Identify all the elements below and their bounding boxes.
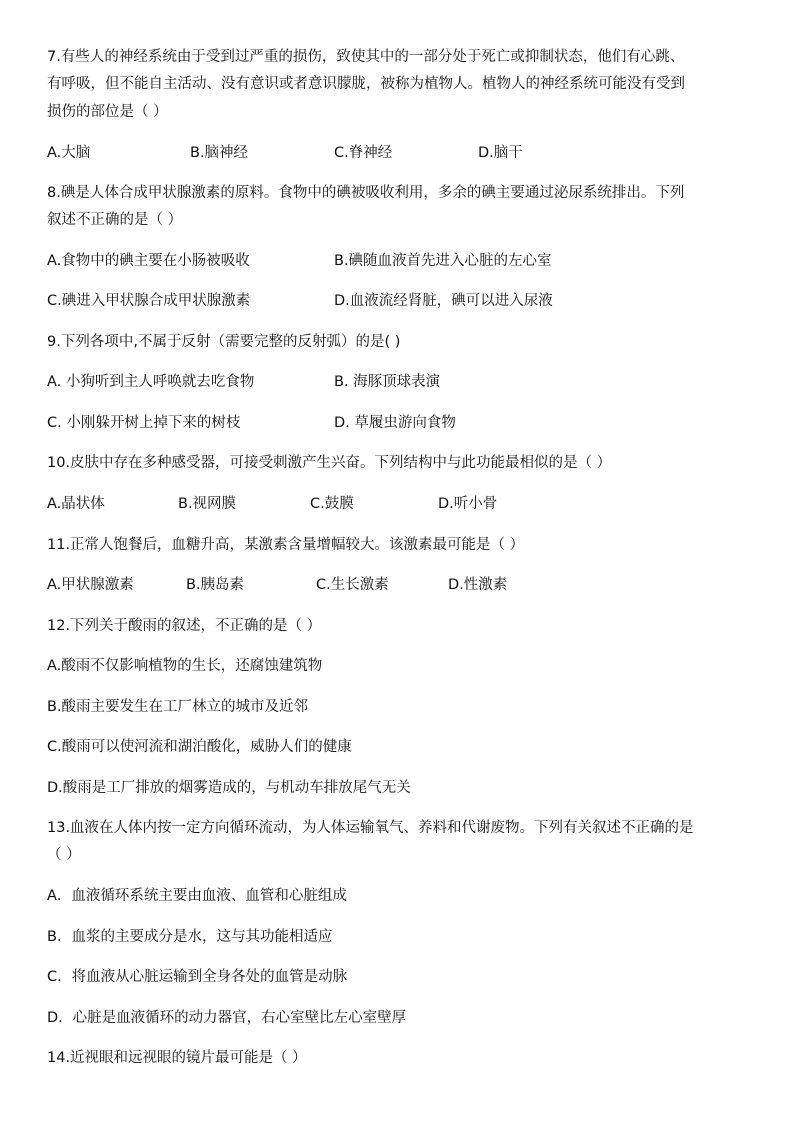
q9-option-b: B. 海豚顶球表演 — [334, 374, 441, 390]
q13-stem-line-2: （ ） — [47, 847, 81, 863]
q14-stem-line-1: 14.近视眼和远视眼的镜片最可能是（ ） — [47, 1050, 307, 1066]
q10-option-d: D.听小骨 — [438, 496, 498, 512]
q12-option-b: B.酸雨主要发生在工厂林立的城市及近邻 — [47, 699, 309, 715]
q13-option-b: B．血浆的主要成分是水，这与其功能相适应 — [47, 929, 333, 945]
q11-option-a: A.甲状腺激素 — [47, 577, 134, 593]
q12-option-a: A.酸雨不仅影响植物的生长，还腐蚀建筑物 — [47, 658, 323, 674]
q7-option-c: C.脊神经 — [334, 145, 393, 161]
q7-stem-line-3: 损伤的部位是（ ） — [47, 104, 168, 120]
q11-option-d: D.性激素 — [448, 577, 508, 593]
q7-stem-line-1: 7.有些人的神经系统由于受到过严重的损伤，致使其中的一部分处于死亡或抑制状态，他们有心跳、 — [47, 49, 685, 65]
q12-stem-line-1: 12.下列关于酸雨的叙述，不正确的是（ ） — [47, 618, 322, 634]
q8-stem-line-1: 8.碘是人体合成甲状腺激素的原料。食物中的碘被吸收利用，多余的碘主要通过泌尿系统排出。下列 — [47, 185, 685, 201]
q9-option-d: D. 草履虫游向食物 — [334, 415, 456, 431]
q13-option-d: D．心脏是血液循环的动力器官，右心室壁比左心室壁厚 — [47, 1010, 407, 1026]
q7-stem-line-2: 有呼吸，但不能自主活动、没有意识或者意识朦胧，被称为植物人。植物人的神经系统可能没有受到 — [47, 76, 685, 92]
q9-option-c: C. 小刚躲开树上掉下来的树枝 — [47, 415, 241, 431]
q8-option-b: B.碘随血液首先进入心脏的左心室 — [334, 253, 552, 269]
q12-option-d: D.酸雨是工厂排放的烟雾造成的，与机动车排放尾气无关 — [47, 780, 411, 796]
q11-option-b: B.胰岛素 — [186, 577, 245, 593]
q13-option-c: C．将血液从心脏运输到全身各处的血管是动脉 — [47, 969, 348, 985]
q12-option-c: C.酸雨可以使河流和湖泊酸化，威胁人们的健康 — [47, 739, 352, 755]
q8-option-a: A.食物中的碘主要在小肠被吸收 — [47, 253, 250, 269]
q9-stem-line-1: 9.下列各项中,不属于反射（需要完整的反射弧）的是( ) — [47, 334, 401, 350]
q9-option-a: A. 小狗听到主人呼唤就去吃食物 — [47, 374, 255, 390]
q7-option-b: B.脑神经 — [190, 145, 249, 161]
q11-stem-line-1: 11.正常人饱餐后，血糖升高，某激素含量增幅较大。该激素最可能是（ ） — [47, 537, 525, 553]
q13-stem-line-1: 13.血液在人体内按一定方向循环流动，为人体运输氧气、养料和代谢废物。下列有关叙述不正确的是 — [47, 820, 694, 836]
q10-option-a: A.晶状体 — [47, 496, 105, 512]
q8-stem-line-2: 叙述不正确的是（ ） — [47, 212, 183, 228]
q8-option-c: C.碘进入甲状腺合成甲状腺激素 — [47, 293, 251, 309]
q8-option-d: D.血液流经肾脏，碘可以进入尿液 — [334, 293, 553, 309]
q7-option-d: D.脑干 — [478, 145, 523, 161]
q7-option-a: A.大脑 — [47, 145, 91, 161]
q11-option-c: C.生长激素 — [316, 577, 389, 593]
q10-stem-line-1: 10.皮肤中存在多种感受器，可接受刺激产生兴奋。下列结构中与此功能最相似的是（ ） — [47, 455, 612, 471]
q10-option-c: C.鼓膜 — [310, 496, 354, 512]
q10-option-b: B.视网膜 — [178, 496, 237, 512]
q13-option-a: A．血液循环系统主要由血液、血管和心脏组成 — [47, 888, 347, 904]
